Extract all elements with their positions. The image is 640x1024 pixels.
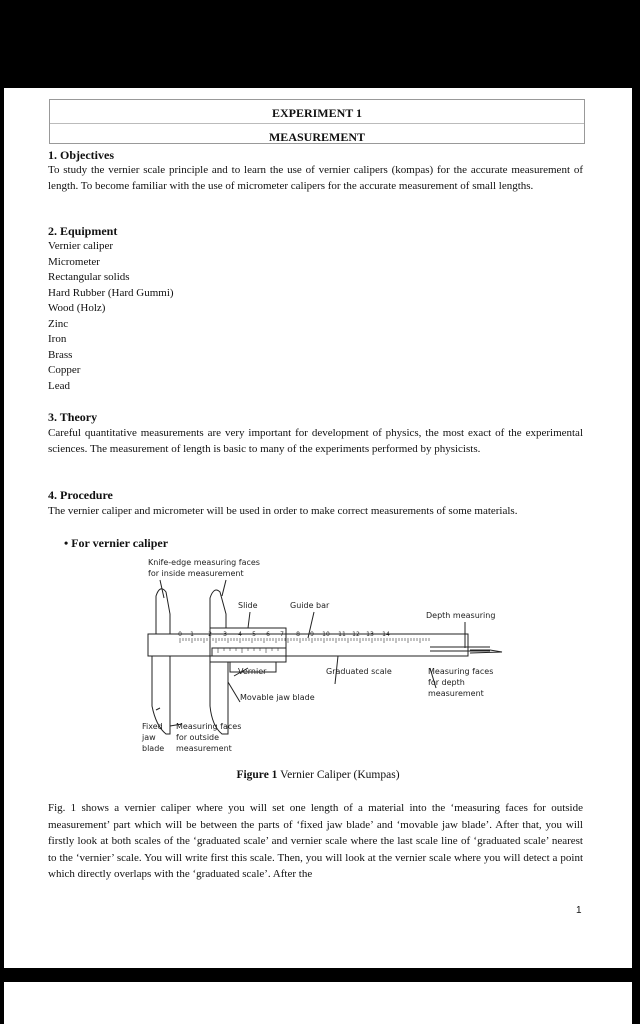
equipment-item: Wood (Holz) <box>48 302 106 314</box>
scale-number: 10 <box>322 631 330 638</box>
body-paragraph: Fig. 1 shows a vernier caliper where you will set one length of a material into the ‘measuring faces for outside measurement’ part which will be between the parts of ‘fixed jaw blade’ and ‘movable jaw blade’. After that, you will firstly look at both scales of the ‘graduated scale’ and vernier scale where the last scale line of ‘graduated scale’ nearest to the ‘vernier’ scale. You will write first this scale. Then, you will look at the vernier scale where you will detect a point which directly overlaps with the ‘graduated scale’. After the <box>48 802 583 880</box>
equipment-item: Vernier caliper <box>48 240 114 252</box>
scale-number: 4 <box>238 631 242 638</box>
scale-number: 7 <box>280 631 284 638</box>
label-fixed-1: Fixed <box>142 722 163 731</box>
label-outside-1: Measuring faces <box>176 722 242 731</box>
scale-number: 8 <box>296 631 300 638</box>
label-depth-faces-1: Measuring faces <box>428 667 494 676</box>
label-graduated-scale: Graduated scale <box>326 667 392 676</box>
scale-number: 1 <box>190 631 194 638</box>
label-vernier: Vernier <box>238 667 267 676</box>
procedure-text: The vernier caliper and micrometer will be used in order to make correct measurements of some materials. <box>48 505 518 517</box>
caption-label: Figure 1 <box>236 769 278 781</box>
equipment-item: Copper <box>48 364 81 376</box>
scale-number: 9 <box>310 631 314 638</box>
label-depth-measuring: Depth measuring <box>426 611 496 620</box>
document-page <box>4 88 632 968</box>
theory-heading: 3. Theory <box>48 410 98 424</box>
scale-number: 14 <box>382 631 390 638</box>
label-guide-bar: Guide bar <box>290 601 330 610</box>
next-page <box>4 982 632 1024</box>
equipment-item: Iron <box>48 333 67 345</box>
scale-number: 13 <box>366 631 374 638</box>
scale-number: 12 <box>352 631 360 638</box>
label-knife-edge-1: Knife-edge measuring faces <box>148 558 260 567</box>
equipment-item: Hard Rubber (Hard Gummi) <box>48 286 174 299</box>
theory-text: Careful quantitative measurements are very important for development of physics, the most exact of the experimental sciences. The measurement of length is basic to many of the experiments performed by physicists. <box>48 427 583 455</box>
title-box <box>49 99 585 144</box>
objectives-heading: 1. Objectives <box>48 148 114 162</box>
equipment-heading: 2. Equipment <box>48 224 118 238</box>
experiment-title: EXPERIMENT 1 <box>271 106 363 120</box>
caption-text: Vernier Caliper (Kumpas) <box>277 769 400 781</box>
equipment-item: Zinc <box>48 317 69 330</box>
slide-body <box>210 628 286 662</box>
equipment-item: Rectangular solids <box>48 271 130 283</box>
label-depth-faces-2: for depth <box>428 678 465 687</box>
equipment-item: Brass <box>48 348 73 361</box>
procedure-bullet: • For vernier caliper <box>64 536 169 550</box>
scale-number: 0 <box>178 631 182 638</box>
label-outside-3: measurement <box>176 744 232 753</box>
scale-number: 5 <box>252 631 256 638</box>
label-depth-faces-3: measurement <box>428 689 484 698</box>
page-number: 1 <box>576 905 582 916</box>
subject-title: MEASUREMENT <box>268 130 365 144</box>
label-fixed-2: jaw <box>142 733 156 742</box>
procedure-heading: 4. Procedure <box>48 488 113 502</box>
scale-number: 11 <box>338 631 346 638</box>
title-divider <box>50 123 584 124</box>
scale-number: 2 <box>208 631 212 638</box>
vernier-caliper-figure <box>130 556 510 762</box>
figure-caption <box>4 769 632 781</box>
label-movable-jaw: Movable jaw blade <box>240 693 315 702</box>
label-fixed-3: blade <box>142 744 165 753</box>
bullet-label: For vernier caliper <box>71 536 169 550</box>
equipment-item: Micrometer <box>48 255 100 268</box>
label-outside-2: for outside <box>176 733 220 742</box>
label-knife-edge-2: for inside measurement <box>148 569 244 578</box>
objectives-text: To study the vernier scale principle and to learn the use of vernier calipers (kompas) for the accurate measurement of length. To become familiar with the use of micrometer calipers for the accurate measurement of small lengths. <box>48 164 583 192</box>
equipment-item: Lead <box>48 379 70 392</box>
scale-number: 6 <box>266 631 270 638</box>
label-slide: Slide <box>238 601 258 610</box>
scale-number: 3 <box>223 631 227 638</box>
